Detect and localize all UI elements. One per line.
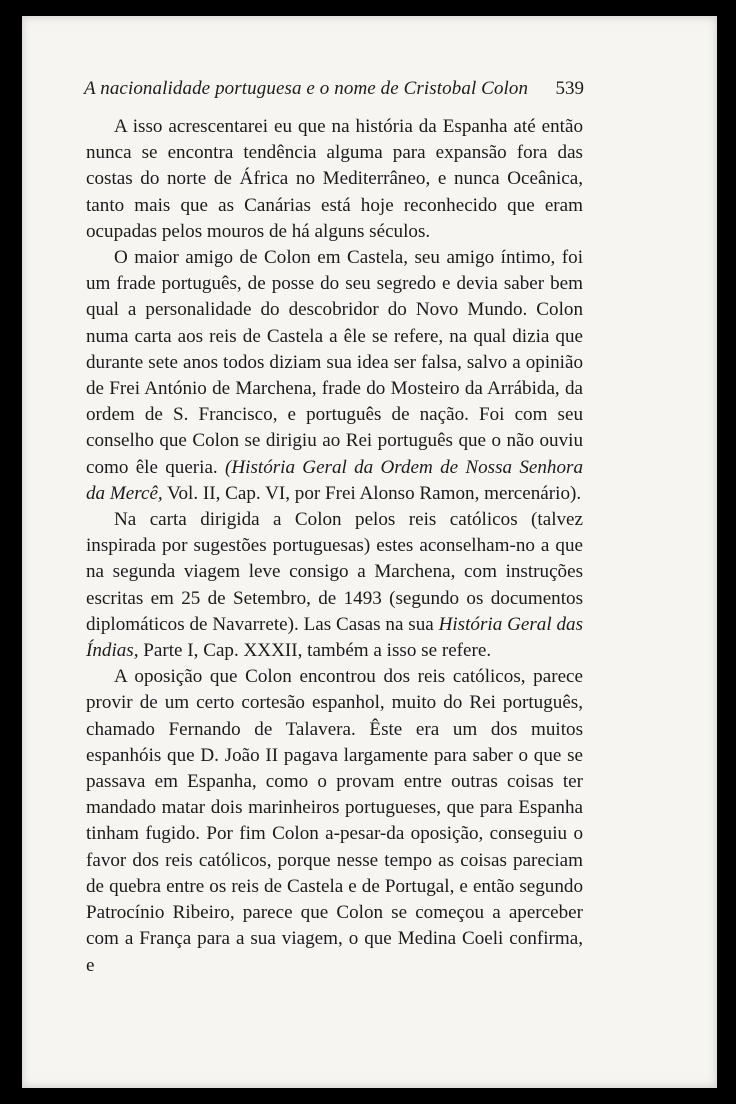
paragraph-3: [86, 507, 583, 664]
paragraph-2-reference: (História Geral da Ordem de Nossa Senhora da Mercê,: [86, 456, 583, 504]
paragraph-4: [86, 664, 583, 978]
header-title: A nacionalidade portuguesa e o nome de Cristobal Colon: [84, 78, 529, 99]
page-body: [86, 114, 583, 979]
paragraph-3-text: Na carta dirigida a Colon pelos reis católicos (talvez inspirada por sugestões portuguesas) estes aconselham-no a que na segunda viagem leve consigo a Marchena, com instruções escritas em 25 de Setembro, de 1493 (segundo os documentos diplomáticos de Navarrete). Las Casas na sua: [86, 509, 583, 635]
paragraph-2: [86, 245, 583, 507]
paragraph-3-reference: História Geral das Índias,: [86, 613, 583, 662]
page-number: 539: [555, 78, 584, 99]
paragraph-2-reference-tail: Vol. II, Cap. VI, por Frei Alonso Ramon, mercenário).: [167, 482, 582, 504]
paragraph-4-text: A oposição que Colon encontrou dos reis católicos, parece provir de um certo cortesão espanhol, muito do Rei português, chamado Fernando de Talavera. Êste era um dos muitos espanhóis que D. João II pagava largamente para saber o que se passava em Espanha, como o provam entre outras coisas ter mandado matar dois marinheiros portugueses, que para Espanha tinham fugido. Por fim Colon a-pesar-da oposição, conseguiu o favor dos reis católicos, porque nesse tempo as coisas pareciam de quebra entre os reis de Castela e de Portugal, e então segundo Patrocínio Ribeiro, parece que Colon se começou a aperceber com a França para a sua viagem, o que Medina Coeli confirma, e: [86, 666, 583, 976]
paragraph-2-text: O maior amigo de Colon em Castela, seu amigo íntimo, foi um frade português, de posse do seu segredo e devia saber bem qual a personalidade do descobridor do Novo Mundo. Colon numa carta aos reis de Castela a êle se refere, na qual dizia que durante sete anos todos diziam sua idea ser falsa, salvo a opinião de Frei António de Marchena, frade do Mosteiro da Arrábida, da ordem de S. Francisco, e português de nação. Foi com seu conselho que Colon se dirigiu ao Rei português que o não ouviu como êle queria.: [86, 247, 583, 478]
book-page: [22, 16, 717, 1088]
paragraph-1-text: A isso acrescentarei eu que na história da Espanha até então nunca se encontra tendência alguma para expansão fora das costas do norte de África no Mediterrâneo, e nunca Oceânica, tanto mais que as Canárias está hoje reconhecido que eram ocupadas pelos mouros de há alguns séculos.: [86, 116, 583, 242]
running-header: [84, 74, 584, 104]
paragraph-1: [86, 114, 583, 245]
paragraph-3-reference-tail: Parte I, Cap. XXXII, também a isso se refere.: [143, 640, 492, 662]
